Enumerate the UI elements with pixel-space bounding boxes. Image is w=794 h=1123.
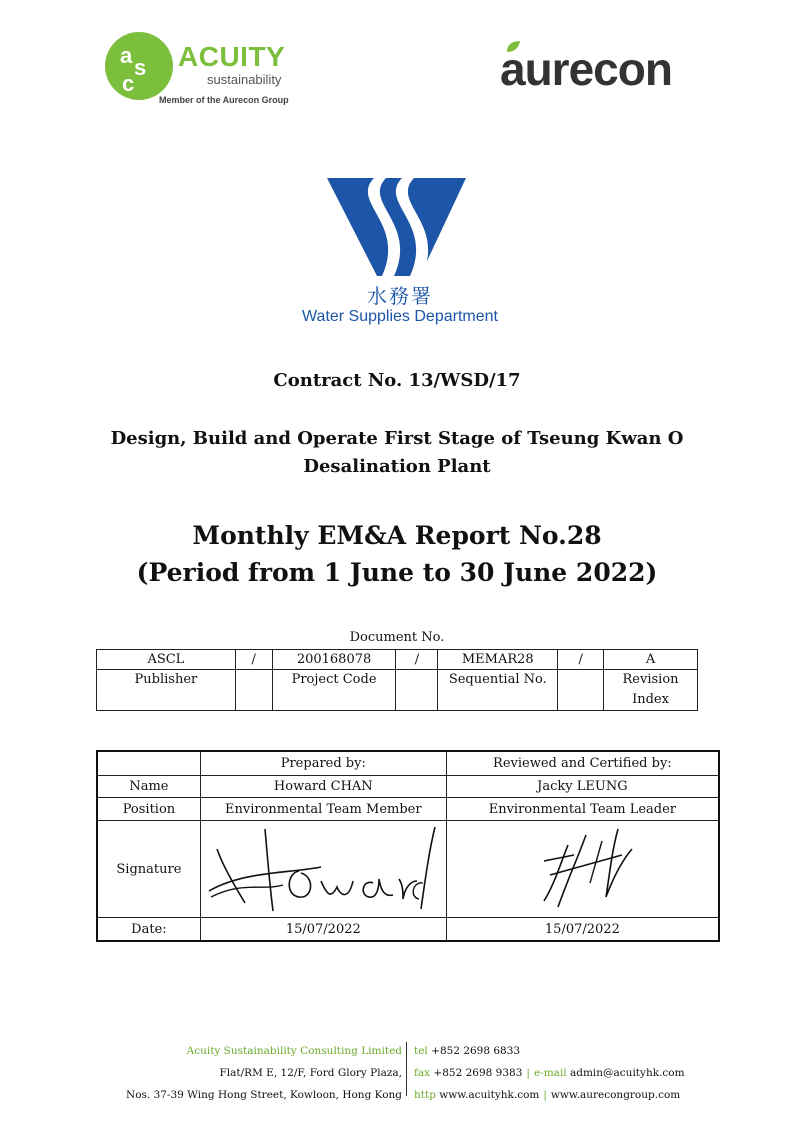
empty-cell bbox=[396, 670, 438, 711]
reviewed-date: 15/07/2022 bbox=[446, 918, 719, 942]
aurecon-website-link[interactable]: www.aurecongroup.com bbox=[550, 1089, 681, 1101]
footer-separator: | bbox=[526, 1067, 530, 1079]
jacky-signature-icon bbox=[482, 821, 682, 913]
publisher-label: Publisher bbox=[97, 670, 236, 711]
project-code-value: 200168078 bbox=[272, 650, 396, 670]
sequential-no-label: Sequential No. bbox=[438, 670, 558, 711]
footer-company: Acuity Sustainability Consulting Limited bbox=[186, 1045, 402, 1057]
publisher-value: ASCL bbox=[97, 650, 236, 670]
signature-label: Signature bbox=[97, 821, 200, 918]
howard-signature-icon bbox=[203, 821, 443, 913]
aurecon-logo bbox=[500, 36, 720, 96]
reviewed-by-header: Reviewed and Certified by: bbox=[446, 751, 719, 776]
footer-address-block bbox=[126, 1040, 402, 1106]
report-period: (Period from 1 June to 30 June 2022) bbox=[136, 558, 658, 587]
tel-value: +852 2698 6833 bbox=[431, 1045, 521, 1057]
fax-value: +852 2698 9383 bbox=[433, 1067, 523, 1079]
wsd-english-name: Water Supplies Department bbox=[302, 308, 498, 325]
wsd-chinese-name: 水務署 bbox=[367, 284, 433, 308]
footer-divider bbox=[406, 1042, 407, 1096]
date-label: Date: bbox=[97, 918, 200, 942]
contract-number: Contract No. 13/WSD/17 bbox=[273, 370, 521, 391]
email-value[interactable]: admin@acuityhk.com bbox=[569, 1067, 685, 1079]
prepared-position: Environmental Team Member bbox=[200, 798, 446, 821]
aurecon-logo-word: aurecon bbox=[500, 43, 672, 95]
empty-cell bbox=[558, 670, 604, 711]
svg-text:c: c bbox=[122, 71, 135, 96]
footer bbox=[126, 1040, 690, 1101]
svg-text:s: s bbox=[134, 55, 147, 80]
prepared-name: Howard CHAN bbox=[200, 776, 446, 798]
footer-tel-line bbox=[414, 1040, 685, 1062]
acuity-member-text: Member of the Aurecon Group bbox=[159, 95, 289, 105]
document-number-table bbox=[96, 649, 698, 711]
footer-address-1: Flat/RM E, 12/F, Ford Glory Plaza, bbox=[219, 1067, 402, 1079]
prepared-date: 15/07/2022 bbox=[200, 918, 446, 942]
footer-fax-line bbox=[414, 1062, 685, 1084]
footer-address-2: Nos. 37-39 Wing Hong Street, Kowloon, Hong Kong bbox=[126, 1089, 402, 1101]
acuity-website-link[interactable]: www.acuityhk.com bbox=[439, 1089, 540, 1101]
footer-contact-block bbox=[414, 1040, 685, 1106]
name-label: Name bbox=[97, 776, 200, 798]
empty-cell bbox=[235, 670, 272, 711]
acuity-logo bbox=[104, 27, 304, 107]
project-code-label: Project Code bbox=[272, 670, 396, 711]
reviewed-name: Jacky LEUNG bbox=[446, 776, 719, 798]
doc-separator: / bbox=[235, 650, 272, 670]
wsd-emblem-icon bbox=[290, 178, 510, 278]
project-title-line-2: Desalination Plant bbox=[303, 456, 491, 477]
revision-index-label: Revision Index bbox=[604, 670, 698, 711]
email-label: e-mail bbox=[533, 1067, 567, 1079]
acuity-mark-icon bbox=[104, 31, 174, 101]
reviewed-position: Environmental Team Leader bbox=[446, 798, 719, 821]
footer-web-line bbox=[414, 1084, 685, 1106]
reviewed-signature bbox=[446, 821, 719, 918]
sequential-no-value: MEMAR28 bbox=[438, 650, 558, 670]
http-label: http bbox=[414, 1089, 436, 1101]
doc-separator: / bbox=[396, 650, 438, 670]
revision-index-value: A bbox=[604, 650, 698, 670]
signoff-table bbox=[96, 750, 720, 942]
document-no-label: Document No. bbox=[349, 630, 445, 645]
svg-text:a: a bbox=[120, 43, 133, 68]
footer-separator: | bbox=[543, 1089, 547, 1101]
position-label: Position bbox=[97, 798, 200, 821]
empty-cell bbox=[97, 751, 200, 776]
wsd-logo bbox=[290, 178, 510, 328]
acuity-logo-word: ACUITY bbox=[178, 41, 286, 72]
prepared-signature bbox=[200, 821, 446, 918]
tel-label: tel bbox=[414, 1045, 428, 1057]
fax-label: fax bbox=[414, 1067, 431, 1079]
acuity-logo-sub: sustainability bbox=[207, 72, 282, 87]
project-title-line-1: Design, Build and Operate First Stage of Tseung Kwan O bbox=[110, 428, 684, 449]
report-title: Monthly EM&A Report No.28 bbox=[192, 521, 602, 550]
prepared-by-header: Prepared by: bbox=[200, 751, 446, 776]
doc-separator: / bbox=[558, 650, 604, 670]
